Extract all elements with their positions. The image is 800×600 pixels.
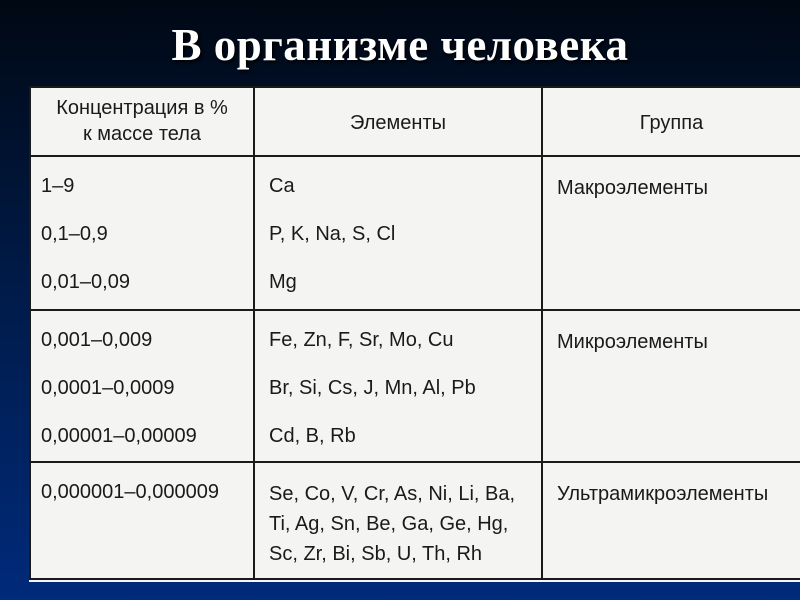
elements-cell: Mg: [269, 271, 297, 293]
header-elements: Элементы: [350, 112, 446, 134]
concentration-cell: 0,00001–0,00009: [41, 425, 197, 447]
elements-cell-line: Sc, Zr, Bi, Sb, U, Th, Rh: [269, 543, 483, 565]
elements-cell: Cd, B, Rb: [269, 425, 356, 447]
concentration-cell: 0,1–0,9: [41, 223, 108, 245]
section-divider-1: [29, 309, 800, 311]
elements-cell: P, K, Na, S, Cl: [269, 223, 396, 245]
group-cell: Микроэлементы: [557, 331, 708, 353]
header-bottom-border: [29, 155, 800, 157]
table-top-border: [29, 86, 800, 88]
table-left-border: [29, 86, 31, 580]
elements-cell: Ca: [269, 175, 295, 197]
concentration-cell: 1–9: [41, 175, 75, 197]
section-divider-2: [29, 461, 800, 463]
elements-cell-line: Ti, Ag, Sn, Be, Ga, Ge, Hg,: [269, 513, 509, 535]
column-divider-2: [541, 86, 543, 580]
header-concentration-line2: к массе тела: [82, 123, 202, 145]
header-group: Группа: [639, 112, 704, 134]
concentration-cell: 0,01–0,09: [41, 271, 130, 293]
header-concentration: [31, 95, 253, 147]
elements-cell-line: Se, Co, V, Cr, As, Ni, Li, Ba,: [269, 483, 516, 505]
column-divider-1: [253, 86, 255, 580]
header-concentration-line1: Концентрация в %: [56, 97, 228, 119]
elements-table: [29, 86, 800, 582]
concentration-cell: 0,001–0,009: [41, 329, 153, 351]
table-bottom-border: [29, 578, 800, 580]
concentration-cell: 0,000001–0,000009: [41, 481, 219, 503]
elements-cell: Fe, Zn, F, Sr, Mo, Cu: [269, 329, 454, 351]
concentration-cell: 0,0001–0,0009: [41, 377, 175, 399]
group-cell: Макроэлементы: [557, 177, 709, 199]
slide-title: В организме человека: [171, 20, 629, 70]
group-cell: Ультрамикроэлементы: [557, 483, 769, 505]
elements-cell: Br, Si, Cs, J, Mn, Al, Pb: [269, 377, 476, 399]
